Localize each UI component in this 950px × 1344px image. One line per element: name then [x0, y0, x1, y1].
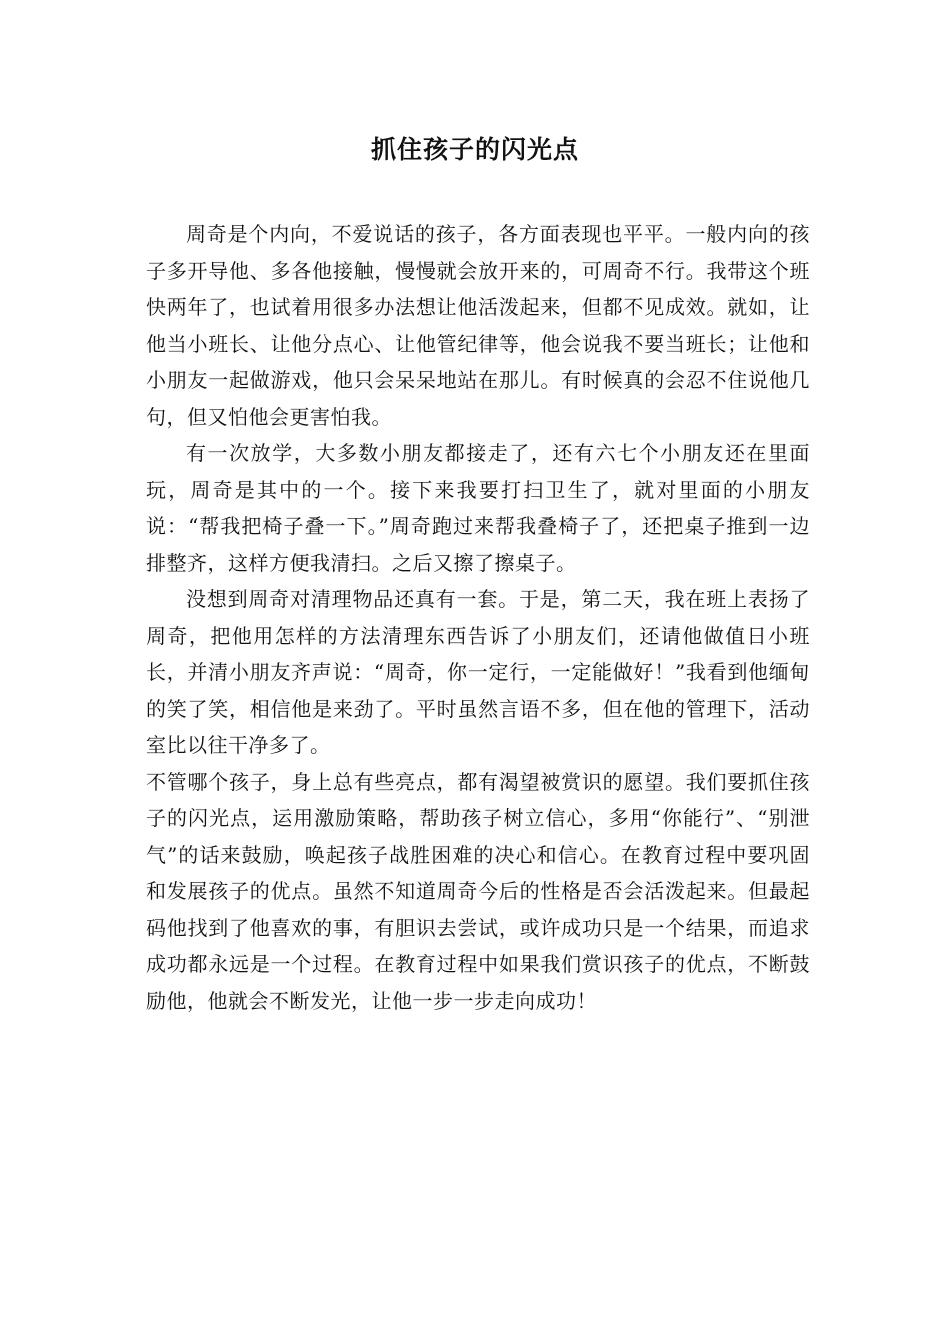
- document-title: 抓住孩子的闪光点: [370, 135, 579, 164]
- paragraph-3: 没想到周奇对清理物品还真有一套。于是，第二天，我在班上表扬了周奇，把他用怎样的方法清理东西告诉了小朋友们，还请他做值日小班长，并清小朋友齐声说：“周奇，你一定行，一定能做好！”我看到他缅甸的笑了笑，相信他是来劲了。平时虽然言语不多，但在他的管理下，活动室比以往干净多了。: [146, 587, 810, 757]
- paragraph-2: 有一次放学，大多数小朋友都接走了，还有六七个小朋友还在里面玩，周奇是其中的一个。接下来我要打扫卫生了，就对里面的小朋友说：“帮我把椅子叠一下。”周奇跑过来帮我叠椅子了，还把桌子推到一边排整齐，这样方便我清扫。之后又擦了擦桌子。: [146, 441, 810, 575]
- document-body: [146, 216, 810, 1019]
- paragraph-4: 不管哪个孩子，身上总有些亮点，都有渴望被赏识的愿望。我们要抓住孩子的闪光点，运用激励策略，帮助孩子树立信心，多用“你能行”、“别泄气”的话来鼓励，唤起孩子战胜困难的决心和信心。在教育过程中要巩固和发展孩子的优点。虽然不知道周奇今后的性格是否会活泼起来。但最起码他找到了他喜欢的事，有胆识去尝试，或许成功只是一个结果，而追求成功都永远是一个过程。在教育过程中如果我们赏识孩子的优点，不断鼓励他，他就会不断发光，让他一步一步走向成功！: [146, 769, 810, 1013]
- paragraph-1: 周奇是个内向，不爱说话的孩子，各方面表现也平平。一般内向的孩子多开导他、多各他接触，慢慢就会放开来的，可周奇不行。我带这个班快两年了，也试着用很多办法想让他活泼起来，但都不见成效。就如，让他当小班长、让他分点心、让他管纪律等，他会说我不要当班长；让他和小朋友一起做游戏，他只会呆呆地站在那儿。有时候真的会忍不住说他几句，但又怕他会更害怕我。: [146, 222, 810, 429]
